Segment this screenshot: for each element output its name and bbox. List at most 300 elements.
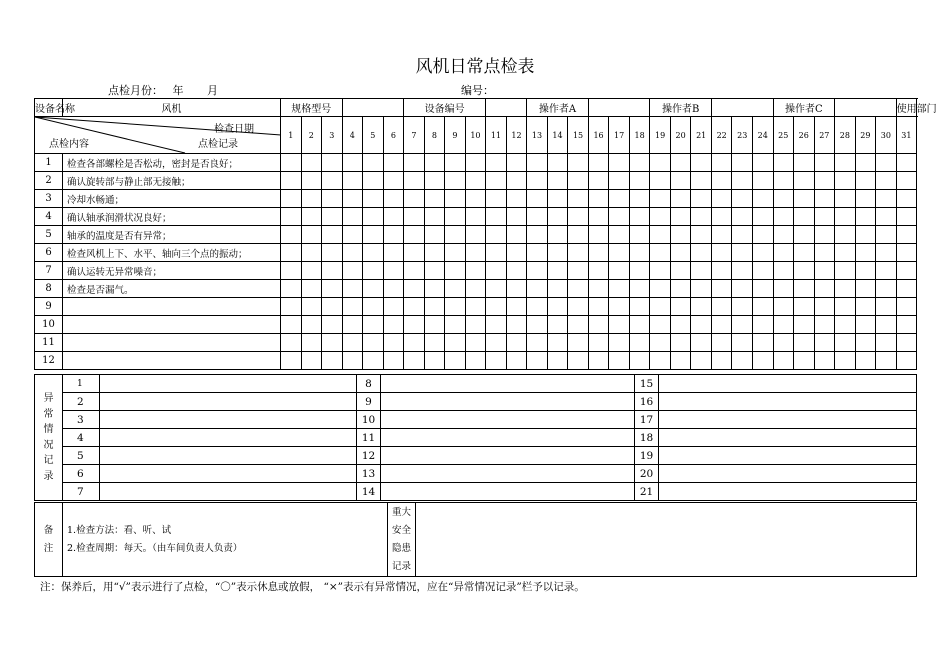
check-cell[interactable] (445, 244, 466, 262)
check-cell[interactable] (383, 190, 404, 208)
check-cell[interactable] (527, 334, 548, 352)
check-cell[interactable] (445, 352, 466, 370)
operator-b-field[interactable] (711, 99, 773, 117)
check-cell[interactable] (281, 172, 302, 190)
check-cell[interactable] (383, 244, 404, 262)
check-cell[interactable] (588, 262, 609, 280)
check-cell[interactable] (855, 208, 876, 226)
check-cell[interactable] (363, 226, 384, 244)
check-cell[interactable] (876, 334, 897, 352)
check-cell[interactable] (855, 298, 876, 316)
check-cell[interactable] (547, 352, 568, 370)
check-cell[interactable] (424, 244, 445, 262)
check-cell[interactable] (896, 316, 917, 334)
check-cell[interactable] (424, 190, 445, 208)
check-cell[interactable] (629, 334, 650, 352)
check-cell[interactable] (383, 352, 404, 370)
operator-c-field[interactable] (835, 99, 897, 117)
check-cell[interactable] (732, 226, 753, 244)
check-cell[interactable] (342, 172, 363, 190)
check-cell[interactable] (773, 208, 794, 226)
check-cell[interactable] (424, 262, 445, 280)
check-cell[interactable] (896, 154, 917, 172)
check-cell[interactable] (547, 316, 568, 334)
check-cell[interactable] (404, 190, 425, 208)
check-cell[interactable] (342, 334, 363, 352)
check-cell[interactable] (486, 298, 507, 316)
check-cell[interactable] (486, 190, 507, 208)
check-cell[interactable] (691, 244, 712, 262)
check-cell[interactable] (588, 172, 609, 190)
check-cell[interactable] (301, 352, 322, 370)
check-cell[interactable] (281, 244, 302, 262)
check-cell[interactable] (404, 352, 425, 370)
check-cell[interactable] (670, 208, 691, 226)
check-cell[interactable] (752, 154, 773, 172)
check-cell[interactable] (301, 226, 322, 244)
check-cell[interactable] (342, 226, 363, 244)
check-cell[interactable] (794, 172, 815, 190)
check-cell[interactable] (855, 280, 876, 298)
check-cell[interactable] (383, 298, 404, 316)
check-cell[interactable] (322, 280, 343, 298)
check-cell[interactable] (691, 298, 712, 316)
check-cell[interactable] (301, 316, 322, 334)
check-cell[interactable] (363, 172, 384, 190)
major-hazard-record-field[interactable] (416, 503, 917, 577)
check-cell[interactable] (691, 190, 712, 208)
check-cell[interactable] (896, 226, 917, 244)
check-cell[interactable] (855, 154, 876, 172)
check-cell[interactable] (794, 316, 815, 334)
abnormal-record-field[interactable] (659, 429, 917, 447)
check-cell[interactable] (732, 244, 753, 262)
check-cell[interactable] (773, 226, 794, 244)
check-cell[interactable] (445, 190, 466, 208)
check-cell[interactable] (465, 244, 486, 262)
check-cell[interactable] (835, 298, 856, 316)
check-cell[interactable] (814, 190, 835, 208)
abnormal-record-field[interactable] (100, 411, 357, 429)
abnormal-record-field[interactable] (381, 411, 635, 429)
check-cell[interactable] (670, 352, 691, 370)
check-cell[interactable] (465, 226, 486, 244)
check-cell[interactable] (609, 298, 630, 316)
abnormal-record-field[interactable] (381, 483, 635, 501)
check-cell[interactable] (465, 208, 486, 226)
check-cell[interactable] (568, 262, 589, 280)
check-cell[interactable] (773, 244, 794, 262)
check-cell[interactable] (855, 262, 876, 280)
check-cell[interactable] (445, 226, 466, 244)
check-cell[interactable] (609, 190, 630, 208)
check-cell[interactable] (773, 334, 794, 352)
check-cell[interactable] (342, 298, 363, 316)
check-cell[interactable] (404, 208, 425, 226)
check-cell[interactable] (670, 154, 691, 172)
check-cell[interactable] (609, 262, 630, 280)
check-cell[interactable] (363, 154, 384, 172)
check-cell[interactable] (752, 226, 773, 244)
check-cell[interactable] (814, 298, 835, 316)
check-cell[interactable] (691, 280, 712, 298)
check-cell[interactable] (711, 298, 732, 316)
check-cell[interactable] (670, 226, 691, 244)
abnormal-record-field[interactable] (659, 483, 917, 501)
check-cell[interactable] (527, 280, 548, 298)
check-cell[interactable] (814, 262, 835, 280)
check-cell[interactable] (814, 208, 835, 226)
check-cell[interactable] (527, 298, 548, 316)
check-cell[interactable] (752, 334, 773, 352)
check-cell[interactable] (609, 334, 630, 352)
check-cell[interactable] (752, 352, 773, 370)
check-cell[interactable] (670, 262, 691, 280)
check-cell[interactable] (527, 316, 548, 334)
check-cell[interactable] (342, 190, 363, 208)
check-cell[interactable] (670, 190, 691, 208)
check-cell[interactable] (486, 226, 507, 244)
check-cell[interactable] (896, 172, 917, 190)
check-cell[interactable] (301, 298, 322, 316)
check-cell[interactable] (527, 172, 548, 190)
abnormal-record-field[interactable] (100, 393, 357, 411)
check-cell[interactable] (794, 244, 815, 262)
check-cell[interactable] (588, 298, 609, 316)
check-cell[interactable] (711, 280, 732, 298)
check-cell[interactable] (281, 226, 302, 244)
check-cell[interactable] (711, 154, 732, 172)
check-cell[interactable] (814, 172, 835, 190)
check-cell[interactable] (424, 154, 445, 172)
check-cell[interactable] (342, 352, 363, 370)
model-value-field[interactable] (342, 99, 404, 117)
check-cell[interactable] (650, 352, 671, 370)
check-cell[interactable] (506, 190, 527, 208)
check-cell[interactable] (363, 280, 384, 298)
check-cell[interactable] (404, 226, 425, 244)
check-cell[interactable] (896, 298, 917, 316)
check-cell[interactable] (445, 316, 466, 334)
check-cell[interactable] (281, 334, 302, 352)
check-cell[interactable] (650, 262, 671, 280)
check-cell[interactable] (424, 208, 445, 226)
check-cell[interactable] (588, 190, 609, 208)
check-cell[interactable] (609, 244, 630, 262)
check-cell[interactable] (424, 352, 445, 370)
abnormal-record-field[interactable] (659, 465, 917, 483)
check-cell[interactable] (486, 334, 507, 352)
check-cell[interactable] (691, 334, 712, 352)
check-cell[interactable] (670, 244, 691, 262)
check-cell[interactable] (855, 226, 876, 244)
check-cell[interactable] (773, 262, 794, 280)
check-cell[interactable] (876, 244, 897, 262)
check-cell[interactable] (896, 244, 917, 262)
check-cell[interactable] (363, 334, 384, 352)
check-cell[interactable] (773, 316, 794, 334)
check-cell[interactable] (794, 352, 815, 370)
check-cell[interactable] (568, 154, 589, 172)
check-cell[interactable] (547, 280, 568, 298)
check-cell[interactable] (670, 316, 691, 334)
check-cell[interactable] (629, 298, 650, 316)
check-cell[interactable] (732, 280, 753, 298)
check-cell[interactable] (281, 190, 302, 208)
check-cell[interactable] (711, 226, 732, 244)
check-cell[interactable] (506, 316, 527, 334)
check-cell[interactable] (404, 244, 425, 262)
check-cell[interactable] (896, 208, 917, 226)
check-cell[interactable] (301, 190, 322, 208)
check-cell[interactable] (301, 154, 322, 172)
check-cell[interactable] (670, 334, 691, 352)
check-cell[interactable] (281, 298, 302, 316)
abnormal-record-field[interactable] (659, 393, 917, 411)
check-cell[interactable] (547, 154, 568, 172)
check-cell[interactable] (752, 190, 773, 208)
abnormal-record-field[interactable] (100, 465, 357, 483)
check-cell[interactable] (527, 262, 548, 280)
check-cell[interactable] (650, 226, 671, 244)
check-cell[interactable] (527, 154, 548, 172)
check-cell[interactable] (363, 190, 384, 208)
check-cell[interactable] (301, 244, 322, 262)
check-cell[interactable] (629, 262, 650, 280)
check-cell[interactable] (629, 316, 650, 334)
check-cell[interactable] (424, 280, 445, 298)
check-cell[interactable] (301, 280, 322, 298)
check-cell[interactable] (424, 226, 445, 244)
abnormal-record-field[interactable] (381, 465, 635, 483)
check-cell[interactable] (814, 280, 835, 298)
check-cell[interactable] (896, 280, 917, 298)
check-cell[interactable] (794, 190, 815, 208)
check-cell[interactable] (322, 154, 343, 172)
check-cell[interactable] (794, 280, 815, 298)
check-cell[interactable] (650, 172, 671, 190)
check-cell[interactable] (650, 190, 671, 208)
check-cell[interactable] (322, 298, 343, 316)
check-cell[interactable] (588, 244, 609, 262)
check-cell[interactable] (896, 352, 917, 370)
check-cell[interactable] (835, 226, 856, 244)
check-cell[interactable] (732, 352, 753, 370)
check-cell[interactable] (527, 208, 548, 226)
check-cell[interactable] (363, 262, 384, 280)
check-cell[interactable] (855, 172, 876, 190)
check-cell[interactable] (691, 226, 712, 244)
check-cell[interactable] (773, 154, 794, 172)
check-cell[interactable] (322, 352, 343, 370)
check-cell[interactable] (588, 316, 609, 334)
check-cell[interactable] (486, 208, 507, 226)
check-cell[interactable] (445, 172, 466, 190)
check-cell[interactable] (424, 298, 445, 316)
check-cell[interactable] (752, 298, 773, 316)
check-cell[interactable] (568, 190, 589, 208)
check-cell[interactable] (506, 244, 527, 262)
check-cell[interactable] (773, 172, 794, 190)
check-cell[interactable] (814, 334, 835, 352)
check-cell[interactable] (711, 262, 732, 280)
check-cell[interactable] (855, 190, 876, 208)
check-cell[interactable] (588, 226, 609, 244)
check-cell[interactable] (404, 262, 425, 280)
check-cell[interactable] (404, 334, 425, 352)
check-cell[interactable] (506, 172, 527, 190)
check-cell[interactable] (506, 154, 527, 172)
check-cell[interactable] (322, 334, 343, 352)
check-cell[interactable] (281, 262, 302, 280)
check-cell[interactable] (445, 334, 466, 352)
operator-a-field[interactable] (588, 99, 650, 117)
check-cell[interactable] (568, 172, 589, 190)
check-cell[interactable] (732, 334, 753, 352)
check-cell[interactable] (835, 190, 856, 208)
check-cell[interactable] (465, 316, 486, 334)
check-cell[interactable] (465, 280, 486, 298)
check-cell[interactable] (527, 226, 548, 244)
check-cell[interactable] (855, 316, 876, 334)
check-cell[interactable] (670, 298, 691, 316)
check-cell[interactable] (732, 172, 753, 190)
check-cell[interactable] (752, 316, 773, 334)
check-cell[interactable] (814, 154, 835, 172)
check-cell[interactable] (281, 154, 302, 172)
check-cell[interactable] (281, 208, 302, 226)
check-cell[interactable] (547, 244, 568, 262)
check-cell[interactable] (835, 154, 856, 172)
equipment-no-value-field[interactable] (486, 99, 527, 117)
abnormal-record-field[interactable] (100, 429, 357, 447)
check-cell[interactable] (835, 262, 856, 280)
check-cell[interactable] (794, 334, 815, 352)
check-cell[interactable] (876, 280, 897, 298)
check-cell[interactable] (835, 334, 856, 352)
check-cell[interactable] (732, 262, 753, 280)
check-cell[interactable] (281, 316, 302, 334)
check-cell[interactable] (711, 208, 732, 226)
check-cell[interactable] (506, 352, 527, 370)
check-cell[interactable] (383, 226, 404, 244)
check-cell[interactable] (752, 262, 773, 280)
check-cell[interactable] (465, 190, 486, 208)
check-cell[interactable] (568, 226, 589, 244)
check-cell[interactable] (424, 334, 445, 352)
abnormal-record-field[interactable] (100, 375, 357, 393)
check-cell[interactable] (670, 280, 691, 298)
check-cell[interactable] (506, 208, 527, 226)
check-cell[interactable] (404, 154, 425, 172)
check-cell[interactable] (752, 280, 773, 298)
check-cell[interactable] (568, 352, 589, 370)
check-cell[interactable] (794, 262, 815, 280)
check-cell[interactable] (835, 244, 856, 262)
check-cell[interactable] (322, 208, 343, 226)
check-cell[interactable] (876, 298, 897, 316)
check-cell[interactable] (445, 298, 466, 316)
check-cell[interactable] (547, 172, 568, 190)
check-cell[interactable] (486, 316, 507, 334)
check-cell[interactable] (876, 226, 897, 244)
check-cell[interactable] (752, 172, 773, 190)
check-cell[interactable] (588, 352, 609, 370)
check-cell[interactable] (588, 154, 609, 172)
abnormal-record-field[interactable] (100, 483, 357, 501)
check-cell[interactable] (814, 244, 835, 262)
check-cell[interactable] (363, 208, 384, 226)
check-cell[interactable] (445, 262, 466, 280)
check-cell[interactable] (281, 352, 302, 370)
check-cell[interactable] (342, 280, 363, 298)
check-cell[interactable] (814, 226, 835, 244)
check-cell[interactable] (568, 244, 589, 262)
check-cell[interactable] (342, 262, 363, 280)
check-cell[interactable] (404, 298, 425, 316)
check-cell[interactable] (342, 208, 363, 226)
check-cell[interactable] (711, 334, 732, 352)
check-cell[interactable] (650, 316, 671, 334)
check-cell[interactable] (896, 334, 917, 352)
check-cell[interactable] (568, 298, 589, 316)
check-cell[interactable] (445, 208, 466, 226)
check-cell[interactable] (896, 190, 917, 208)
abnormal-record-field[interactable] (381, 375, 635, 393)
check-cell[interactable] (629, 280, 650, 298)
check-cell[interactable] (650, 298, 671, 316)
check-cell[interactable] (363, 298, 384, 316)
check-cell[interactable] (876, 190, 897, 208)
check-cell[interactable] (506, 262, 527, 280)
check-cell[interactable] (568, 316, 589, 334)
check-cell[interactable] (650, 244, 671, 262)
check-cell[interactable] (527, 244, 548, 262)
check-cell[interactable] (773, 280, 794, 298)
check-cell[interactable] (322, 172, 343, 190)
check-cell[interactable] (629, 226, 650, 244)
check-cell[interactable] (322, 244, 343, 262)
check-cell[interactable] (691, 262, 712, 280)
check-cell[interactable] (547, 226, 568, 244)
check-cell[interactable] (814, 352, 835, 370)
check-cell[interactable] (629, 190, 650, 208)
check-cell[interactable] (404, 172, 425, 190)
abnormal-record-field[interactable] (659, 375, 917, 393)
check-cell[interactable] (794, 208, 815, 226)
check-cell[interactable] (588, 208, 609, 226)
check-cell[interactable] (424, 316, 445, 334)
check-cell[interactable] (773, 298, 794, 316)
check-cell[interactable] (506, 334, 527, 352)
check-cell[interactable] (752, 244, 773, 262)
check-cell[interactable] (486, 262, 507, 280)
check-cell[interactable] (629, 244, 650, 262)
check-cell[interactable] (506, 298, 527, 316)
check-cell[interactable] (568, 334, 589, 352)
check-cell[interactable] (835, 208, 856, 226)
check-cell[interactable] (876, 316, 897, 334)
check-cell[interactable] (322, 316, 343, 334)
check-cell[interactable] (732, 154, 753, 172)
check-cell[interactable] (773, 190, 794, 208)
check-cell[interactable] (609, 352, 630, 370)
check-cell[interactable] (711, 352, 732, 370)
check-cell[interactable] (547, 298, 568, 316)
check-cell[interactable] (383, 172, 404, 190)
check-cell[interactable] (773, 352, 794, 370)
check-cell[interactable] (527, 352, 548, 370)
